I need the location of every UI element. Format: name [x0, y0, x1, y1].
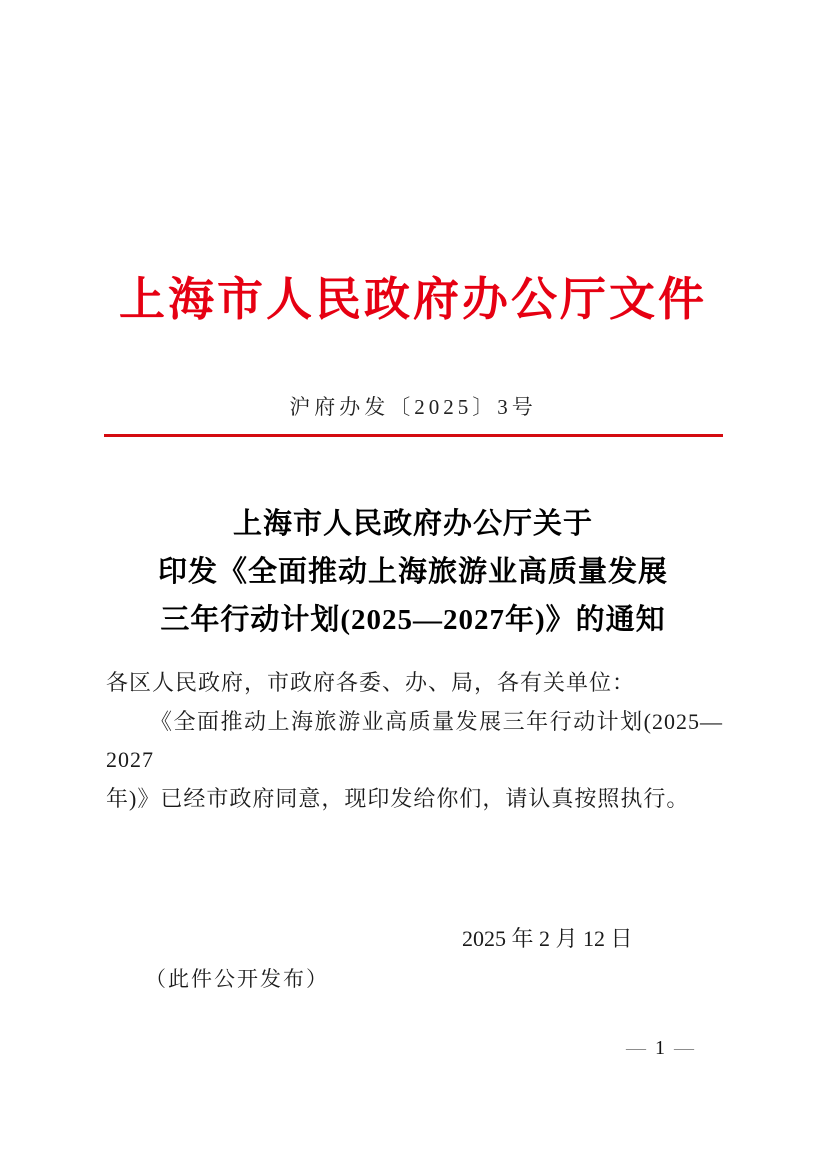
- document-subject-title: [0, 500, 826, 644]
- document-header-title: 上海市人民政府办公厅文件: [119, 274, 707, 325]
- subject-line-1: 上海市人民政府办公厅关于: [232, 508, 593, 540]
- body-paragraph-line-2: 年)》已经市政府同意，现印发给你们，请认真按照执行。: [106, 785, 690, 811]
- document-body: [106, 664, 723, 818]
- page-number: [600, 1035, 720, 1061]
- subject-line-3: 三年行动计划(2025—2027年)》的通知: [160, 604, 666, 636]
- page-number-value: 1: [655, 1037, 665, 1059]
- document-number: 沪府办发〔2025〕3号: [289, 395, 537, 419]
- body-salutation: 各区人民政府，市政府各委、办、局，各有关单位：: [106, 670, 636, 695]
- header-divider-rule: [104, 434, 723, 437]
- signoff-date: 2025 年 2 月 12 日: [462, 926, 633, 951]
- page-number-dash-left: —: [626, 1037, 646, 1059]
- subject-line-2: 印发《全面推动上海旅游业高质量发展: [157, 556, 668, 588]
- body-paragraph-line-1: 《全面推动上海旅游业高质量发展三年行动计划(2025—2027: [106, 708, 723, 772]
- page-number-dash-right: —: [674, 1037, 694, 1059]
- public-release-note: （此件公开发布）: [145, 967, 329, 991]
